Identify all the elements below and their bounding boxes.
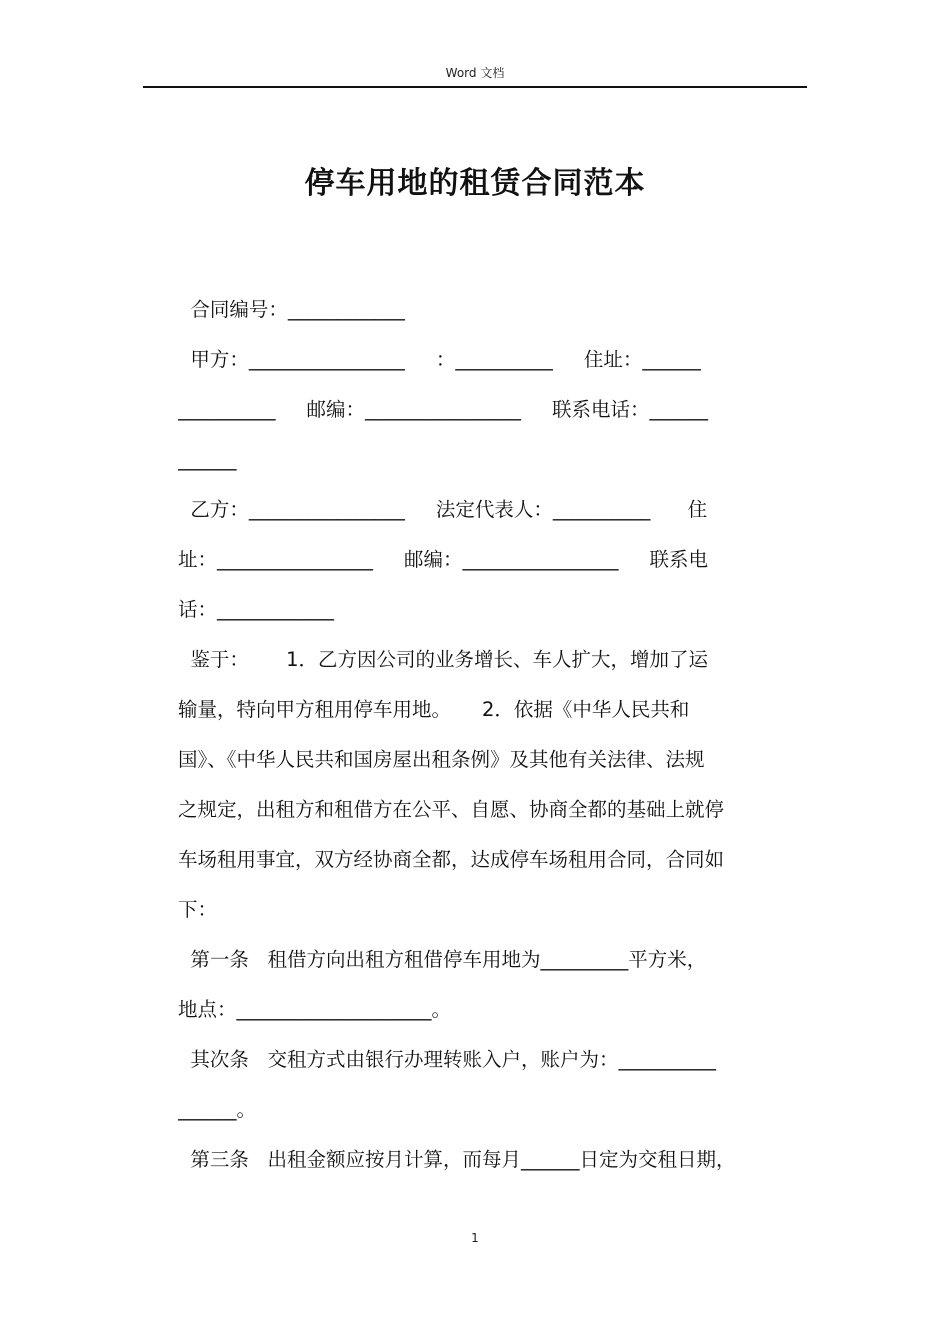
header-divider (143, 86, 807, 88)
party-a-line: 甲方：________________ ：__________ 住址：______ (178, 348, 701, 371)
whereas-line-4: 之规定，出租方和租借方在公平、自愿、协商全都的基础上就停 (178, 798, 725, 821)
whereas-line-2: 输量，特向甲方租用停车用地。 2．依据《中华人民共和 (178, 698, 690, 721)
article-1-line-1: 第一条 租借方向出租方租借停车用地为_________平方米， (178, 948, 707, 971)
article-2-line-2: ______。 (178, 1098, 257, 1121)
whereas-line-5: 车场租用事宜，双方经协商全都，达成停车场租用合同，合同如 (178, 848, 725, 871)
whereas-line-1: 鉴于： 1．乙方因公司的业务增长、车人扩大，增加了运 (178, 648, 708, 671)
party-b-line: 乙方：________________ 法定代表人：__________ 住 (178, 498, 708, 521)
article-1-line-2: 地点：____________________。 (178, 998, 452, 1021)
page-header: Word 文档 (445, 66, 505, 80)
page-number: 1 (471, 1231, 479, 1245)
contract-number-line: 合同编号：____________ (178, 298, 405, 321)
article-2-line-1: 其次条 交租方式由银行办理转账入户，账户为：__________ (178, 1048, 716, 1071)
whereas-line-6: 下： (178, 898, 218, 921)
document-title: 停车用地的租赁合同范本 (304, 166, 646, 201)
party-b-phone-line: 话：____________ (178, 598, 335, 621)
party-b-address-line: 址：________________ 邮编：________________ 联系电 (178, 548, 708, 571)
whereas-line-3: 国》、《中华人民共和国房屋出租条例》及其他有关法律、法规 (178, 748, 705, 771)
article-3-line-1: 第三条 出租金额应按月计算，而每月______日定为交租日期， (178, 1148, 736, 1171)
party-a-postcode-line: __________ 邮编：________________ 联系电话：______ (178, 398, 708, 421)
party-a-phone-continued: ______ (178, 448, 237, 471)
